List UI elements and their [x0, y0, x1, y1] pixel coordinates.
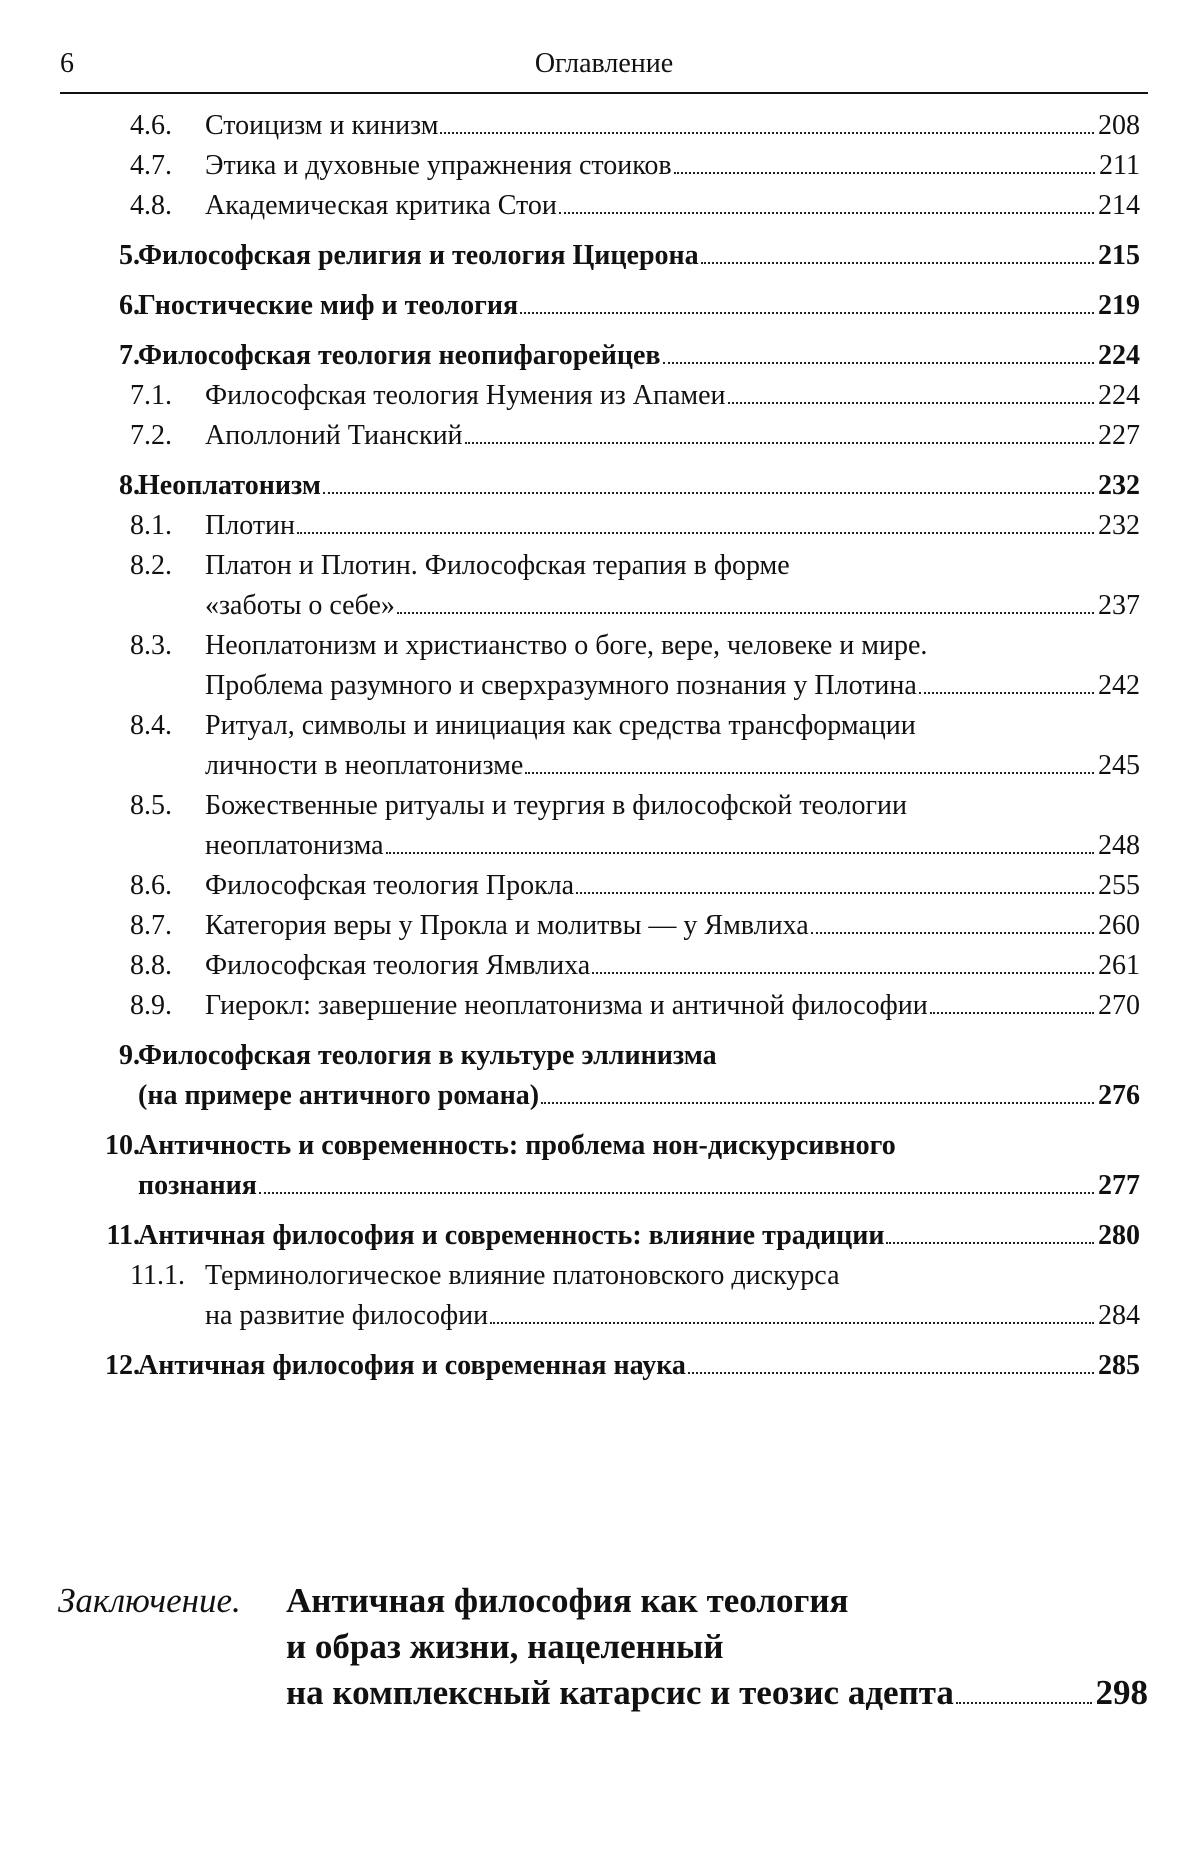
entry-title [138, 466, 1140, 506]
entry-number: 11. [106, 1220, 140, 1251]
toc-section [0, 706, 1200, 786]
entry-title [205, 1256, 1140, 1336]
entry-number: 8.6. [130, 870, 172, 901]
leader-dots [701, 262, 1094, 264]
entry-line [138, 286, 1140, 326]
entry-number: 8.9. [130, 990, 172, 1021]
conclusion-entry [58, 1578, 1148, 1716]
entry-page-number: 232 [1098, 470, 1140, 501]
entry-number: 7.2. [130, 420, 172, 451]
entry-number: 4.8. [130, 190, 172, 221]
entry-title [205, 786, 1140, 866]
entry-page-number: 214 [1098, 190, 1140, 221]
entry-number: 8.2. [130, 550, 172, 581]
toc-section [0, 906, 1200, 946]
leader-dots [541, 1102, 1094, 1104]
conclusion-text: и образ жизни, нацеленный [286, 1627, 724, 1666]
entry-title [138, 236, 1140, 276]
running-title: Оглавление [534, 48, 674, 79]
conclusion-title [286, 1578, 1148, 1716]
entry-text: Философская теология в культуре эллинизма [138, 1040, 717, 1071]
toc-chapter [0, 466, 1200, 506]
entry-text: Проблема разумного и сверхразумного познания у Плотина [205, 670, 917, 701]
page-number: 6 [60, 48, 74, 79]
entry-line [205, 946, 1140, 986]
leader-dots [956, 1702, 1092, 1704]
entry-text: Божественные ритуалы и теургия в философской теологии [205, 790, 907, 821]
entry-page-number: 270 [1098, 990, 1140, 1021]
entry-title [138, 1036, 1140, 1116]
entry-text: Плотин [205, 510, 296, 541]
leader-dots [465, 442, 1094, 444]
entry-number: 8.5. [130, 790, 172, 821]
entry-number: 8. [119, 470, 140, 501]
entry-page-number: 211 [1099, 150, 1140, 181]
entry-title [205, 106, 1140, 146]
entry-line [138, 1166, 1140, 1206]
entry-number: 7. [119, 340, 140, 371]
leader-dots [674, 172, 1095, 174]
toc-section [0, 986, 1200, 1026]
entry-line [205, 106, 1140, 146]
toc-chapter [0, 236, 1200, 276]
entry-number: 4.7. [130, 150, 172, 181]
entry-line [138, 1216, 1140, 1256]
entry-text: Аполлоний Тианский [205, 420, 463, 451]
entry-title [138, 1346, 1140, 1386]
entry-line [138, 1346, 1140, 1386]
toc-section [0, 146, 1200, 186]
leader-dots [663, 362, 1094, 364]
entry-number: 6. [119, 290, 140, 321]
toc-section [0, 106, 1200, 146]
toc-chapter [0, 336, 1200, 376]
entry-line [205, 786, 1140, 826]
leader-dots [297, 532, 1094, 534]
leader-dots [919, 692, 1094, 694]
entry-number: 8.8. [130, 950, 172, 981]
conclusion-line [286, 1578, 1148, 1624]
entry-line [205, 376, 1140, 416]
entry-page-number: 276 [1098, 1080, 1140, 1111]
entry-text: Гиерокл: завершение неоплатонизма и античной философии [205, 990, 928, 1021]
conclusion-text: на комплексный катарсис и теозис адепта [286, 1673, 954, 1712]
entry-line [205, 1296, 1140, 1336]
entry-page-number: 261 [1098, 950, 1140, 981]
entry-text: (на примере античного романа) [138, 1080, 540, 1111]
entry-page-number: 224 [1098, 380, 1140, 411]
leader-dots [440, 132, 1094, 134]
toc-chapter [0, 286, 1200, 326]
leader-dots [886, 1242, 1094, 1244]
entry-title [205, 506, 1140, 546]
leader-dots [397, 612, 1094, 614]
entry-title [205, 546, 1140, 626]
entry-text: Категория веры у Прокла и молитвы — у Ямвлиха [205, 910, 809, 941]
entry-line [205, 706, 1140, 746]
conclusion-page: 298 [1095, 1673, 1148, 1712]
entry-page-number: 248 [1098, 830, 1140, 861]
entry-title [205, 146, 1140, 186]
entry-line [205, 666, 1140, 706]
toc-chapter [0, 1346, 1200, 1386]
toc-section [0, 1256, 1200, 1336]
leader-dots [259, 1192, 1094, 1194]
entry-text: личности в неоплатонизме [205, 750, 524, 781]
entry-title [205, 186, 1140, 226]
toc-section [0, 786, 1200, 866]
entry-title [205, 946, 1140, 986]
entry-line [205, 906, 1140, 946]
toc-section [0, 866, 1200, 906]
entry-text: Гностические миф и теология [138, 290, 519, 321]
conclusion-label: Заключение. [58, 1581, 241, 1620]
entry-page-number: 260 [1098, 910, 1140, 941]
entry-line [138, 1036, 1140, 1076]
entry-text: «заботы о себе» [205, 590, 395, 621]
entry-line [205, 586, 1140, 626]
leader-dots [525, 772, 1094, 774]
entry-page-number: 242 [1098, 670, 1140, 701]
entry-text: Философская теология Нумения из Апамеи [205, 380, 726, 411]
page-header [60, 48, 1148, 94]
entry-line [205, 146, 1140, 186]
entry-line [205, 416, 1140, 456]
entry-text: Античность и современность: проблема нон-дискурсивного [138, 1130, 896, 1161]
entry-page-number: 255 [1098, 870, 1140, 901]
entry-number: 8.1. [130, 510, 172, 541]
entry-number: 11.1. [130, 1260, 185, 1291]
toc-section [0, 626, 1200, 706]
entry-page-number: 285 [1098, 1350, 1140, 1381]
entry-page-number: 277 [1098, 1170, 1140, 1201]
entry-page-number: 245 [1098, 750, 1140, 781]
entry-line [205, 546, 1140, 586]
table-of-contents [0, 106, 1200, 1386]
entry-line [138, 1076, 1140, 1116]
entry-line [138, 336, 1140, 376]
leader-dots [490, 1322, 1094, 1324]
entry-line [205, 1256, 1140, 1296]
toc-chapter [0, 1216, 1200, 1256]
entry-line [205, 866, 1140, 906]
entry-text: Стоицизм и кинизм [205, 110, 439, 141]
conclusion-line [286, 1670, 1148, 1716]
toc-section [0, 506, 1200, 546]
entry-title [205, 626, 1140, 706]
toc-section [0, 376, 1200, 416]
entry-line [138, 466, 1140, 506]
entry-title [138, 286, 1140, 326]
entry-text: Античная философия и современность: влияние традиции [138, 1220, 885, 1251]
entry-number: 7.1. [130, 380, 172, 411]
leader-dots [386, 852, 1094, 854]
entry-text: Академическая критика Стои [205, 190, 557, 221]
leader-dots [811, 932, 1094, 934]
entry-text: Неоплатонизм [138, 470, 321, 501]
entry-line [205, 746, 1140, 786]
entry-text: Философская религия и теология Цицерона [138, 240, 699, 271]
entry-number: 8.3. [130, 630, 172, 661]
entry-line [205, 186, 1140, 226]
leader-dots [688, 1372, 1094, 1374]
entry-title [205, 906, 1140, 946]
entry-title [138, 1216, 1140, 1256]
conclusion-line [286, 1624, 1148, 1670]
entry-page-number: 208 [1098, 110, 1140, 141]
entry-title [205, 416, 1140, 456]
entry-number: 9. [119, 1040, 140, 1071]
entry-page-number: 224 [1098, 340, 1140, 371]
entry-text: Философская теология Ямвлиха [205, 950, 591, 981]
entry-number: 8.7. [130, 910, 172, 941]
entry-page-number: 219 [1098, 290, 1140, 321]
leader-dots [559, 212, 1094, 214]
entry-title [205, 376, 1140, 416]
entry-line [205, 506, 1140, 546]
toc-chapter [0, 1036, 1200, 1116]
entry-page-number: 232 [1098, 510, 1140, 541]
entry-text: неоплатонизма [205, 830, 384, 861]
entry-text: Античная философия и современная наука [138, 1350, 686, 1381]
entry-number: 8.4. [130, 710, 172, 741]
leader-dots [592, 972, 1094, 974]
entry-number: 12. [105, 1350, 140, 1381]
conclusion-text: Античная философия как теология [286, 1581, 849, 1620]
entry-page-number: 215 [1098, 240, 1140, 271]
entry-text: на развитие философии [205, 1300, 489, 1331]
entry-line [205, 626, 1140, 666]
entry-number: 5. [119, 240, 140, 271]
entry-line [138, 236, 1140, 276]
entry-page-number: 227 [1098, 420, 1140, 451]
entry-text: познания [138, 1170, 257, 1201]
entry-text: Философская теология неопифагорейцев [138, 340, 661, 371]
entry-number: 4.6. [130, 110, 172, 141]
entry-text: Ритуал, символы и инициация как средства трансформации [205, 710, 916, 741]
toc-section [0, 416, 1200, 456]
entry-text: Неоплатонизм и христианство о боге, вере, человеке и мире. [205, 630, 928, 661]
entry-text: Терминологическое влияние платоновского дискурса [205, 1260, 840, 1291]
toc-chapter [0, 1126, 1200, 1206]
entry-text: Платон и Плотин. Философская терапия в форме [205, 550, 790, 581]
entry-title [205, 706, 1140, 786]
entry-page-number: 284 [1098, 1300, 1140, 1331]
leader-dots [520, 312, 1094, 314]
toc-section [0, 546, 1200, 626]
entry-line [205, 986, 1140, 1026]
leader-dots [576, 892, 1094, 894]
leader-dots [930, 1012, 1094, 1014]
entry-page-number: 280 [1098, 1220, 1140, 1251]
leader-dots [323, 492, 1094, 494]
entry-title [205, 866, 1140, 906]
toc-section [0, 186, 1200, 226]
entry-page-number: 237 [1098, 590, 1140, 621]
entry-text: Этика и духовные упражнения стоиков [205, 150, 672, 181]
entry-number: 10. [105, 1130, 140, 1161]
toc-section [0, 946, 1200, 986]
entry-title [205, 986, 1140, 1026]
entry-title [138, 1126, 1140, 1206]
entry-line [138, 1126, 1140, 1166]
leader-dots [728, 402, 1094, 404]
entry-title [138, 336, 1140, 376]
entry-text: Философская теология Прокла [205, 870, 575, 901]
entry-line [205, 826, 1140, 866]
